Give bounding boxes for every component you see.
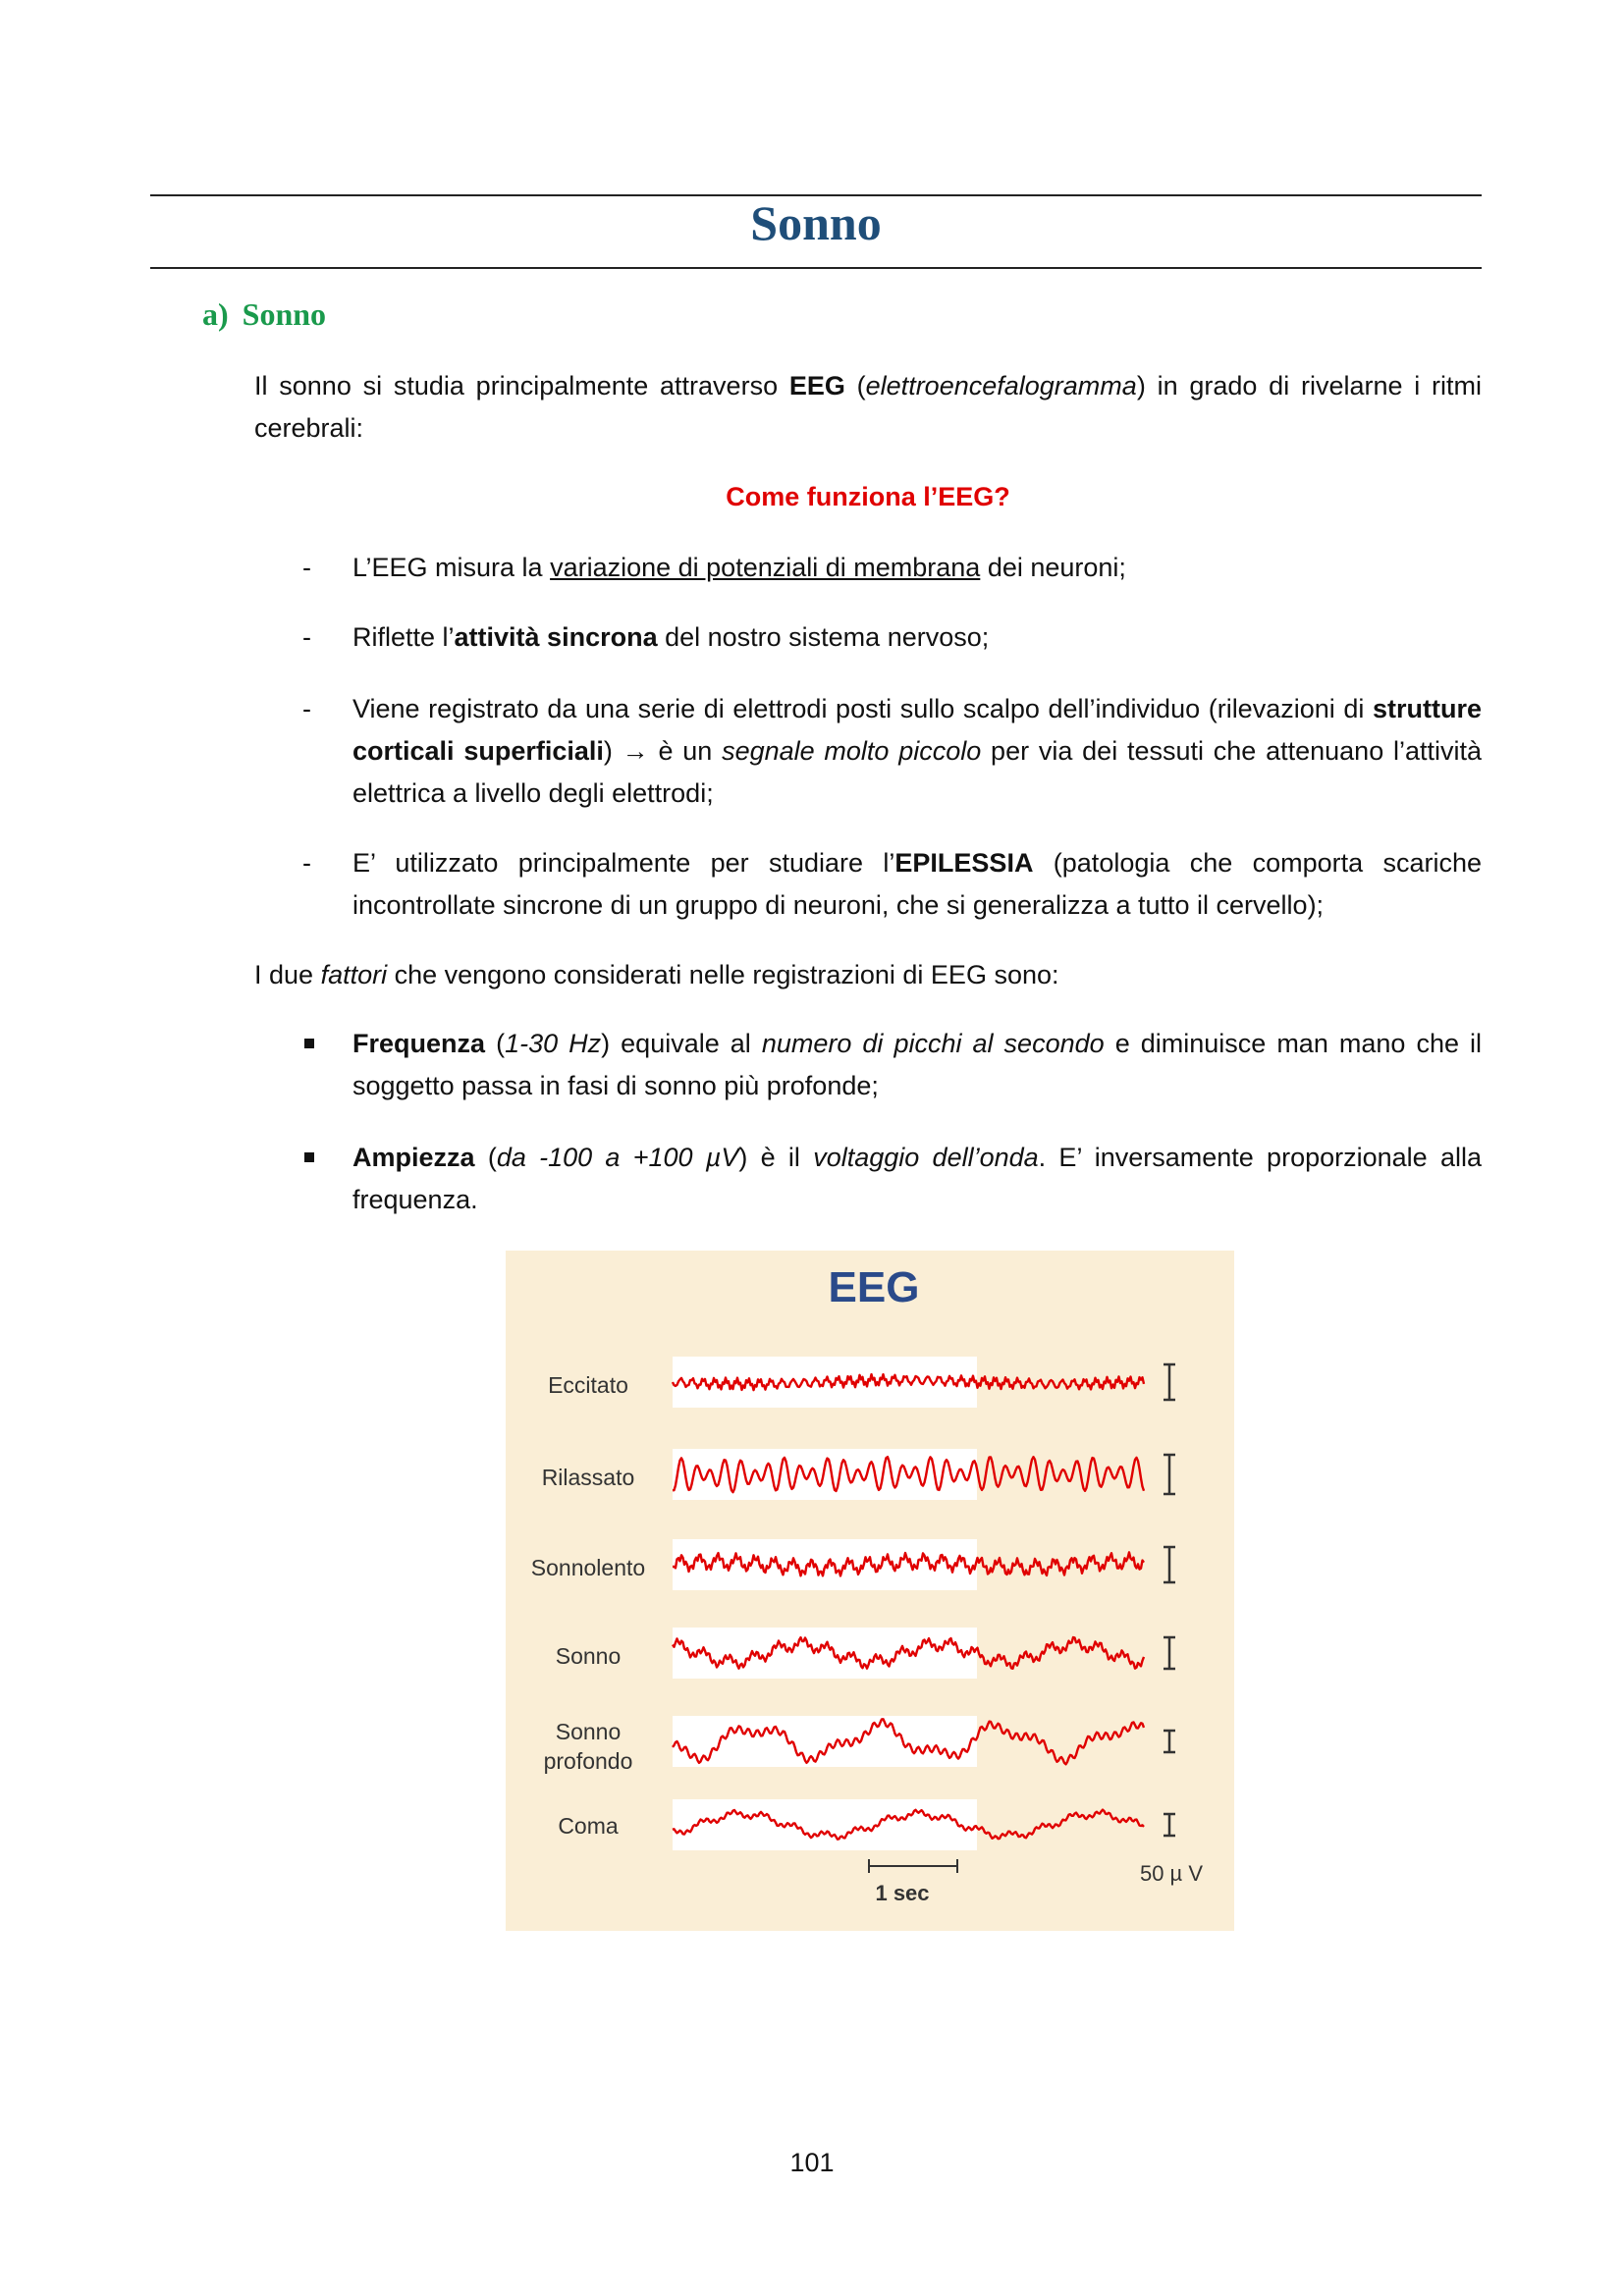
section-title: Sonno	[242, 296, 327, 332]
intro-paragraph: Il sonno si studia principalmente attraverso EEG (elettroencefalogramma) in grado di rivelarne i ritmi cerebrali:	[254, 371, 1483, 443]
trace-background-sonno-profondo	[673, 1716, 977, 1767]
list-item: Ampiezza (da -100 a +100 µV) è il voltaggio dell’onda. E’ inversamente proporzionale alla frequenza.	[352, 1143, 1482, 1214]
eeg-question-heading: Come funziona l’EEG?	[726, 482, 1010, 511]
dash-marker: -	[302, 553, 311, 582]
bullet-icon	[304, 1039, 314, 1048]
page-title: Sonno	[750, 195, 882, 250]
row-label-coma: Coma	[558, 1813, 619, 1839]
row-label-eccitato: Eccitato	[548, 1372, 628, 1398]
row-label-sonno-profondo-2: profondo	[543, 1748, 633, 1774]
trace-background-coma	[673, 1799, 977, 1850]
list-item: Frequenza (1-30 Hz) equivale al numero di picchi al secondo e diminuisce man mano che il soggetto passa in fasi di sonno più profonde;	[352, 1029, 1483, 1100]
amplitude-scale-bar-sonno	[1164, 1637, 1175, 1669]
section-heading	[202, 296, 326, 333]
amplitude-scale-bar-sonnolento	[1164, 1547, 1175, 1582]
list-item: E’ utilizzato principalmente per studiare l’EPILESSIA (patologia che comporta scariche incontrollate sincrone di un gruppo di neuroni, che si generalizza a tutto il cervello);	[352, 848, 1482, 920]
row-label-sonno-profondo-1: Sonno	[555, 1719, 622, 1744]
row-label-sonno: Sonno	[555, 1643, 622, 1669]
amplitude-scale-bar-sonno-profondo	[1164, 1731, 1175, 1752]
factors-paragraph: I due fattori che vengono considerati nelle registrazioni di EEG sono:	[254, 960, 1059, 989]
list-item: L’EEG misura la variazione di potenziali di membrana dei neuroni;	[352, 553, 1126, 582]
eeg-figure	[506, 1251, 1234, 1931]
list-item: Viene registrato da una serie di elettrodi posti sullo scalpo dell’individuo (rilevazioni di strutture corticali superficiali) → è un segnale molto piccolo per via dei tessuti che attenuano l’attività elettrica a livello degli elettrodi;	[352, 694, 1483, 808]
amplitude-scale-bar-coma	[1164, 1814, 1175, 1836]
page-number: 101	[789, 2148, 835, 2177]
bullet-icon	[304, 1152, 314, 1162]
row-label-rilassato: Rilassato	[541, 1465, 635, 1490]
dash-marker: -	[302, 848, 311, 878]
amplitude-scale-bar-eccitato	[1164, 1364, 1175, 1400]
section-number: a)	[202, 296, 229, 332]
eeg-figure-svg	[506, 1251, 1234, 1931]
dash-marker: -	[302, 694, 311, 723]
trace-background-sonno	[673, 1628, 977, 1679]
amplitude-scale-label: 50 µ V	[1139, 1861, 1204, 1886]
time-scale-label: 1 sec	[875, 1881, 930, 1905]
eeg-traces	[673, 1357, 1175, 1850]
figure-title: EEG	[828, 1263, 920, 1311]
amplitude-scale-bar-rilassato	[1164, 1455, 1175, 1494]
dash-marker: -	[302, 622, 311, 652]
row-label-sonnolento: Sonnolento	[530, 1555, 646, 1580]
title-bottom-rule	[150, 267, 1482, 269]
list-item: Riflette l’attività sincrona del nostro sistema nervoso;	[352, 622, 990, 652]
